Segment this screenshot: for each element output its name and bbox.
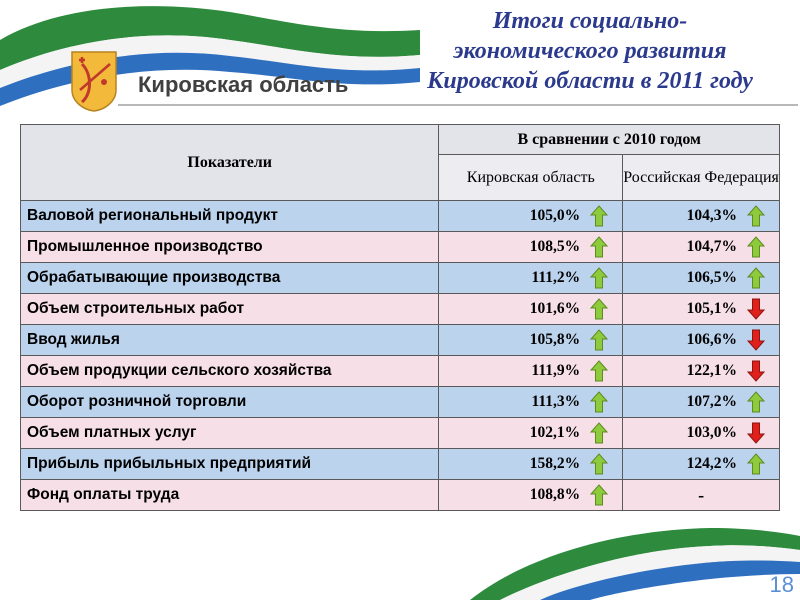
arrow-up-icon [747, 391, 765, 413]
russia-value: 104,3% [686, 207, 737, 224]
table-row [21, 356, 780, 387]
indicator-name: Оборот розничной торговли [21, 387, 439, 418]
arrow-up-icon [747, 267, 765, 289]
table-row [21, 263, 780, 294]
russia-cell [623, 232, 780, 263]
russia-cell [623, 387, 780, 418]
russia-value: 103,0% [686, 424, 737, 441]
indicator-name: Прибыль прибыльных предприятий [21, 449, 439, 480]
kirov-value: 111,2% [531, 269, 581, 286]
header-divider [118, 104, 798, 106]
arrow-down-icon [747, 329, 765, 351]
kirov-value: 105,0% [529, 207, 581, 224]
indicator-name: Обрабатывающие производства [21, 263, 439, 294]
kirov-value: 108,5% [529, 238, 581, 255]
arrow-down-icon [747, 360, 765, 382]
russia-value: 107,2% [686, 393, 737, 410]
kirov-value: 111,9% [531, 362, 581, 379]
table-body [21, 201, 780, 511]
indicator-name: Промышленное производство [21, 232, 439, 263]
title-line-3: Кировской области в 2011 году [427, 68, 753, 94]
arrow-down-icon [747, 298, 765, 320]
indicator-name: Ввод жилья [21, 325, 439, 356]
arrow-up-icon [747, 205, 765, 227]
arrow-up-icon [590, 298, 608, 320]
russia-cell [623, 449, 780, 480]
title-line-1: Итоги социально- [492, 8, 688, 34]
arrow-up-icon [590, 484, 608, 506]
russia-value: 106,6% [686, 331, 737, 348]
header-indicators: Показатели [21, 125, 439, 201]
table-row [21, 294, 780, 325]
arrow-up-icon [747, 236, 765, 258]
russia-value: 124,2% [686, 455, 737, 472]
arrow-up-icon [590, 453, 608, 475]
header-russia: Российская Федерация [623, 155, 780, 201]
kirov-value: 101,6% [529, 300, 581, 317]
russia-value: - [623, 480, 780, 511]
indicator-name: Объем продукции сельского хозяйства [21, 356, 439, 387]
kirov-cell [439, 263, 623, 294]
table-row [21, 480, 780, 511]
russia-cell [623, 201, 780, 232]
indicator-name: Объем строительных работ [21, 294, 439, 325]
indicator-name: Объем платных услуг [21, 418, 439, 449]
russia-value: 104,7% [686, 238, 737, 255]
arrow-up-icon [590, 205, 608, 227]
table-row [21, 232, 780, 263]
kirov-value: 105,8% [529, 331, 581, 348]
indicator-name: Валовой региональный продукт [21, 201, 439, 232]
russia-cell [623, 356, 780, 387]
russia-cell [623, 325, 780, 356]
arrow-down-icon [747, 422, 765, 444]
arrow-up-icon [590, 236, 608, 258]
kirov-cell [439, 232, 623, 263]
kirov-cell [439, 325, 623, 356]
title-line-2: экономического развития [453, 38, 727, 64]
table-row [21, 449, 780, 480]
kirov-cell [439, 201, 623, 232]
header-kirov: Кировская область [439, 155, 623, 201]
header-compare: В сравнении с 2010 годом [439, 125, 780, 155]
coat-of-arms-icon [70, 50, 118, 112]
region-name: Кировская область [138, 72, 349, 97]
russia-value: 106,5% [686, 269, 737, 286]
kirov-value: 108,8% [529, 486, 581, 503]
arrow-up-icon [590, 391, 608, 413]
arrow-up-icon [590, 360, 608, 382]
slide-title [390, 6, 790, 96]
russia-cell [623, 263, 780, 294]
table-row [21, 201, 780, 232]
kirov-cell [439, 418, 623, 449]
table-row [21, 418, 780, 449]
arrow-up-icon [590, 329, 608, 351]
kirov-cell [439, 294, 623, 325]
arrow-up-icon [590, 267, 608, 289]
russia-value: 122,1% [686, 362, 737, 379]
table-row [21, 325, 780, 356]
arrow-up-icon [590, 422, 608, 444]
kirov-value: 102,1% [529, 424, 581, 441]
kirov-value: 111,3% [531, 393, 581, 410]
arrow-up-icon [747, 453, 765, 475]
kirov-cell [439, 356, 623, 387]
kirov-cell [439, 480, 623, 511]
russia-value: 105,1% [686, 300, 737, 317]
kirov-value: 158,2% [529, 455, 581, 472]
russia-cell [623, 294, 780, 325]
table-row [21, 387, 780, 418]
page-number: 18 [769, 572, 794, 597]
flag-ribbon-bottom [470, 520, 800, 600]
russia-cell [623, 418, 780, 449]
kirov-cell [439, 449, 623, 480]
indicator-name: Фонд оплаты труда [21, 480, 439, 511]
indicators-table [20, 124, 780, 511]
kirov-cell [439, 387, 623, 418]
